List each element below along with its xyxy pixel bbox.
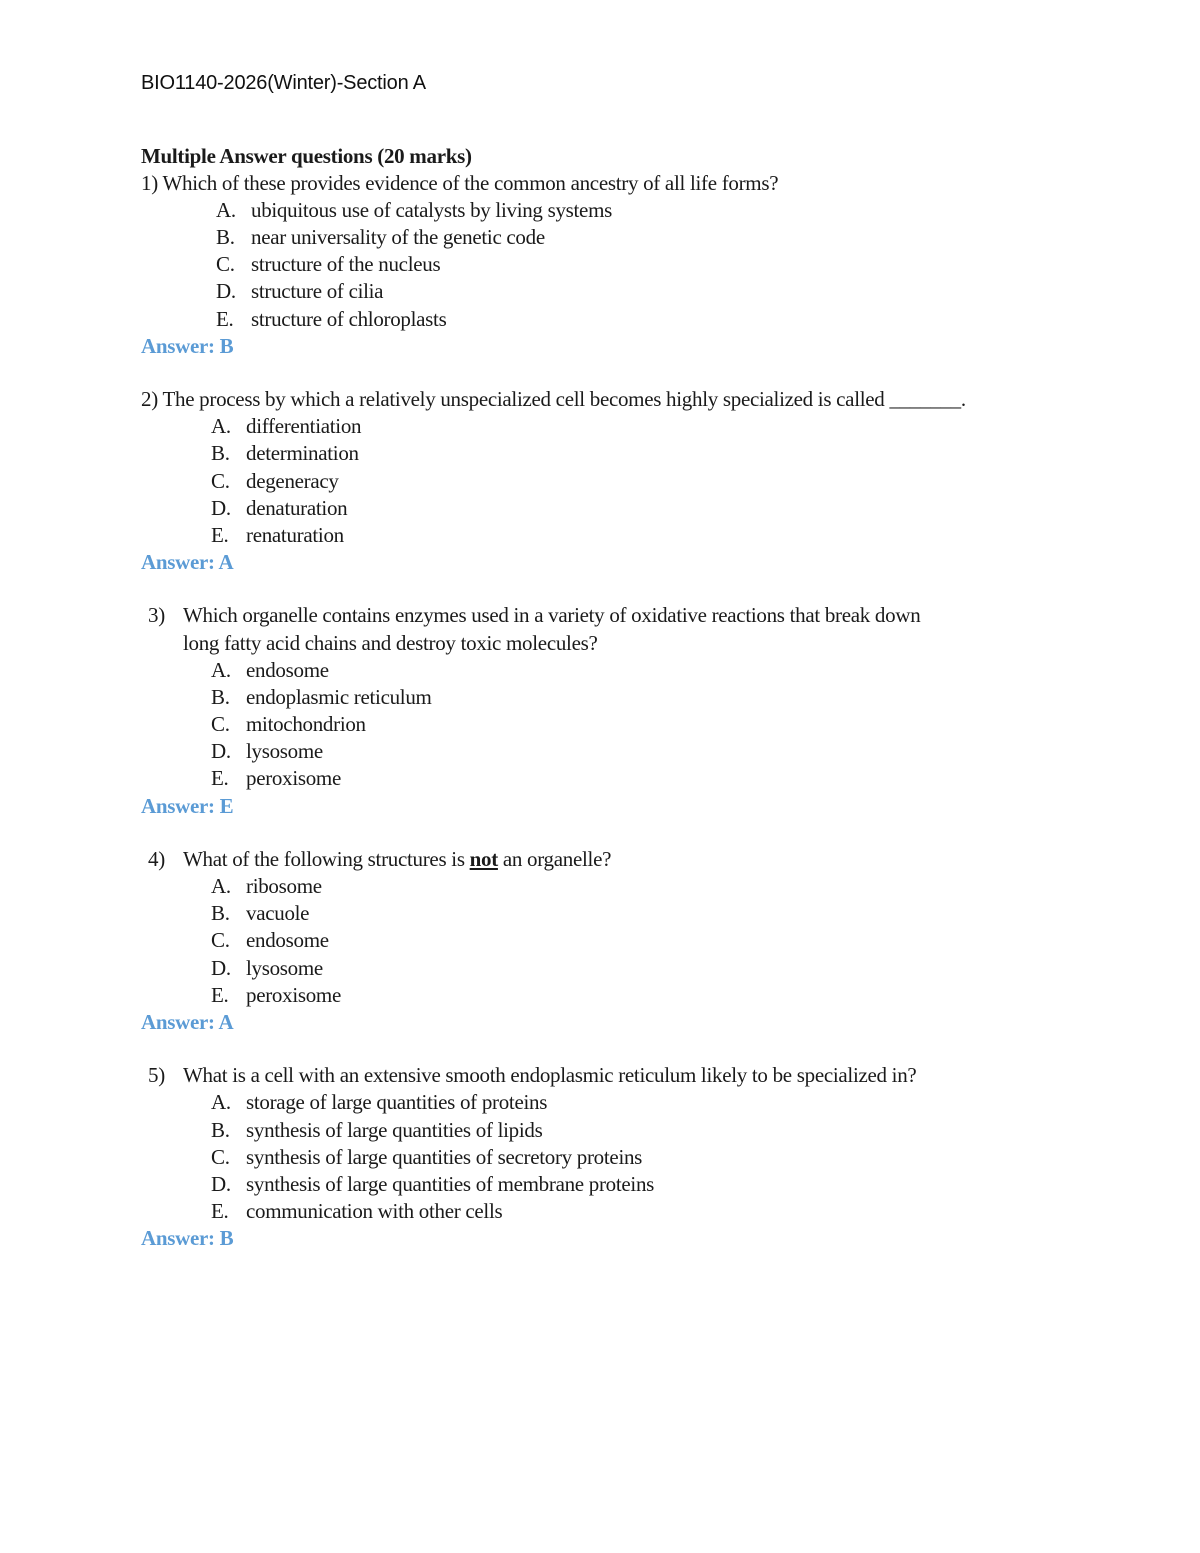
option-letter: E.	[216, 307, 234, 331]
option-letter: D.	[211, 956, 231, 980]
option-letter: C.	[211, 469, 230, 493]
question-2	[141, 387, 966, 412]
option-1d	[216, 279, 383, 304]
option-text: peroxisome	[246, 983, 341, 1007]
question-number: 2)	[141, 387, 158, 411]
question-text-line1: Which organelle contains enzymes used in a variety of oxidative reactions that break down	[183, 603, 921, 627]
option-4e	[211, 983, 341, 1008]
option-2d	[211, 496, 347, 521]
option-letter: B.	[211, 1118, 230, 1142]
option-3b	[211, 685, 432, 710]
option-text: lysosome	[246, 956, 323, 980]
option-letter: B.	[216, 225, 235, 249]
question-text: The process by which a relatively unspecialized cell becomes highly specialized is called _______.	[162, 387, 966, 411]
option-1b	[216, 225, 545, 250]
emphasis-not: not	[469, 847, 498, 871]
option-letter: D.	[211, 1172, 231, 1196]
option-text: degeneracy	[246, 469, 339, 493]
option-letter: A.	[216, 198, 236, 222]
option-text: mitochondrion	[246, 712, 366, 736]
option-5a	[211, 1090, 547, 1115]
option-text: lysosome	[246, 739, 323, 763]
question-1	[141, 171, 778, 196]
option-5e	[211, 1199, 502, 1224]
question-text: What is a cell with an extensive smooth endoplasmic reticulum likely to be specialized in?	[183, 1063, 917, 1087]
option-3a	[211, 658, 329, 683]
option-text: synthesis of large quantities of secretory proteins	[246, 1145, 643, 1169]
option-5c	[211, 1145, 642, 1170]
answer-2: Answer: A	[141, 550, 234, 574]
option-3e	[211, 766, 341, 791]
option-4c	[211, 928, 329, 953]
answer-5: Answer: B	[141, 1226, 234, 1250]
option-letter: A.	[211, 1090, 231, 1114]
question-text-before: What of the following structures is	[183, 847, 470, 871]
section-title: Multiple Answer questions (20 marks)	[141, 144, 472, 168]
option-letter: B.	[211, 685, 230, 709]
option-1a	[216, 198, 612, 223]
question-number: 3)	[148, 603, 165, 627]
option-letter: B.	[211, 441, 230, 465]
option-letter: D.	[211, 739, 231, 763]
option-text: synthesis of large quantities of membrane proteins	[246, 1172, 655, 1196]
option-text: structure of cilia	[251, 279, 384, 303]
option-text: renaturation	[246, 523, 344, 547]
option-letter: E.	[211, 983, 229, 1007]
option-letter: E.	[211, 523, 229, 547]
option-letter: D.	[211, 496, 231, 520]
option-text: near universality of the genetic code	[251, 225, 545, 249]
option-text: storage of large quantities of proteins	[246, 1090, 548, 1114]
option-letter: E.	[211, 1199, 229, 1223]
option-2e	[211, 523, 344, 548]
option-4b	[211, 901, 309, 926]
option-letter: C.	[211, 712, 230, 736]
question-4	[148, 847, 611, 872]
option-letter: E.	[211, 766, 229, 790]
question-text-after: an organelle?	[497, 847, 612, 871]
option-3c	[211, 712, 366, 737]
course-header: BIO1140-2026(Winter)-Section A	[141, 72, 426, 94]
option-letter: B.	[211, 901, 230, 925]
option-letter: A.	[211, 874, 231, 898]
question-3	[148, 603, 920, 628]
option-4d	[211, 956, 323, 981]
option-letter: C.	[211, 928, 230, 952]
question-3-continued: long fatty acid chains and destroy toxic molecules?	[183, 631, 598, 655]
option-letter: A.	[211, 658, 231, 682]
option-text: vacuole	[246, 901, 310, 925]
option-text: peroxisome	[246, 766, 341, 790]
option-5d	[211, 1172, 654, 1197]
answer-3: Answer: E	[141, 794, 234, 818]
option-text: communication with other cells	[246, 1199, 503, 1223]
option-text: endoplasmic reticulum	[246, 685, 432, 709]
option-text: synthesis of large quantities of lipids	[246, 1118, 543, 1142]
option-4a	[211, 874, 322, 899]
question-text: Which of these provides evidence of the common ancestry of all life forms?	[162, 171, 779, 195]
option-2a	[211, 414, 361, 439]
option-5b	[211, 1118, 542, 1143]
option-text: structure of the nucleus	[251, 252, 441, 276]
option-text: denaturation	[246, 496, 348, 520]
option-text: differentiation	[246, 414, 362, 438]
answer-1: Answer: B	[141, 334, 234, 358]
question-5	[148, 1063, 916, 1088]
option-letter: C.	[216, 252, 235, 276]
option-2b	[211, 441, 359, 466]
option-text: endosome	[246, 928, 329, 952]
option-text: structure of chloroplasts	[251, 307, 447, 331]
option-1c	[216, 252, 440, 277]
option-text: ubiquitous use of catalysts by living systems	[251, 198, 612, 222]
option-text: endosome	[246, 658, 329, 682]
question-number: 1)	[141, 171, 158, 195]
option-text: determination	[246, 441, 359, 465]
option-3d	[211, 739, 323, 764]
option-text: ribosome	[246, 874, 322, 898]
option-letter: A.	[211, 414, 231, 438]
option-letter: C.	[211, 1145, 230, 1169]
question-number: 4)	[148, 847, 165, 871]
option-1e	[216, 307, 446, 332]
answer-4: Answer: A	[141, 1010, 234, 1034]
question-number: 5)	[148, 1063, 165, 1087]
option-letter: D.	[216, 279, 236, 303]
option-2c	[211, 469, 339, 494]
